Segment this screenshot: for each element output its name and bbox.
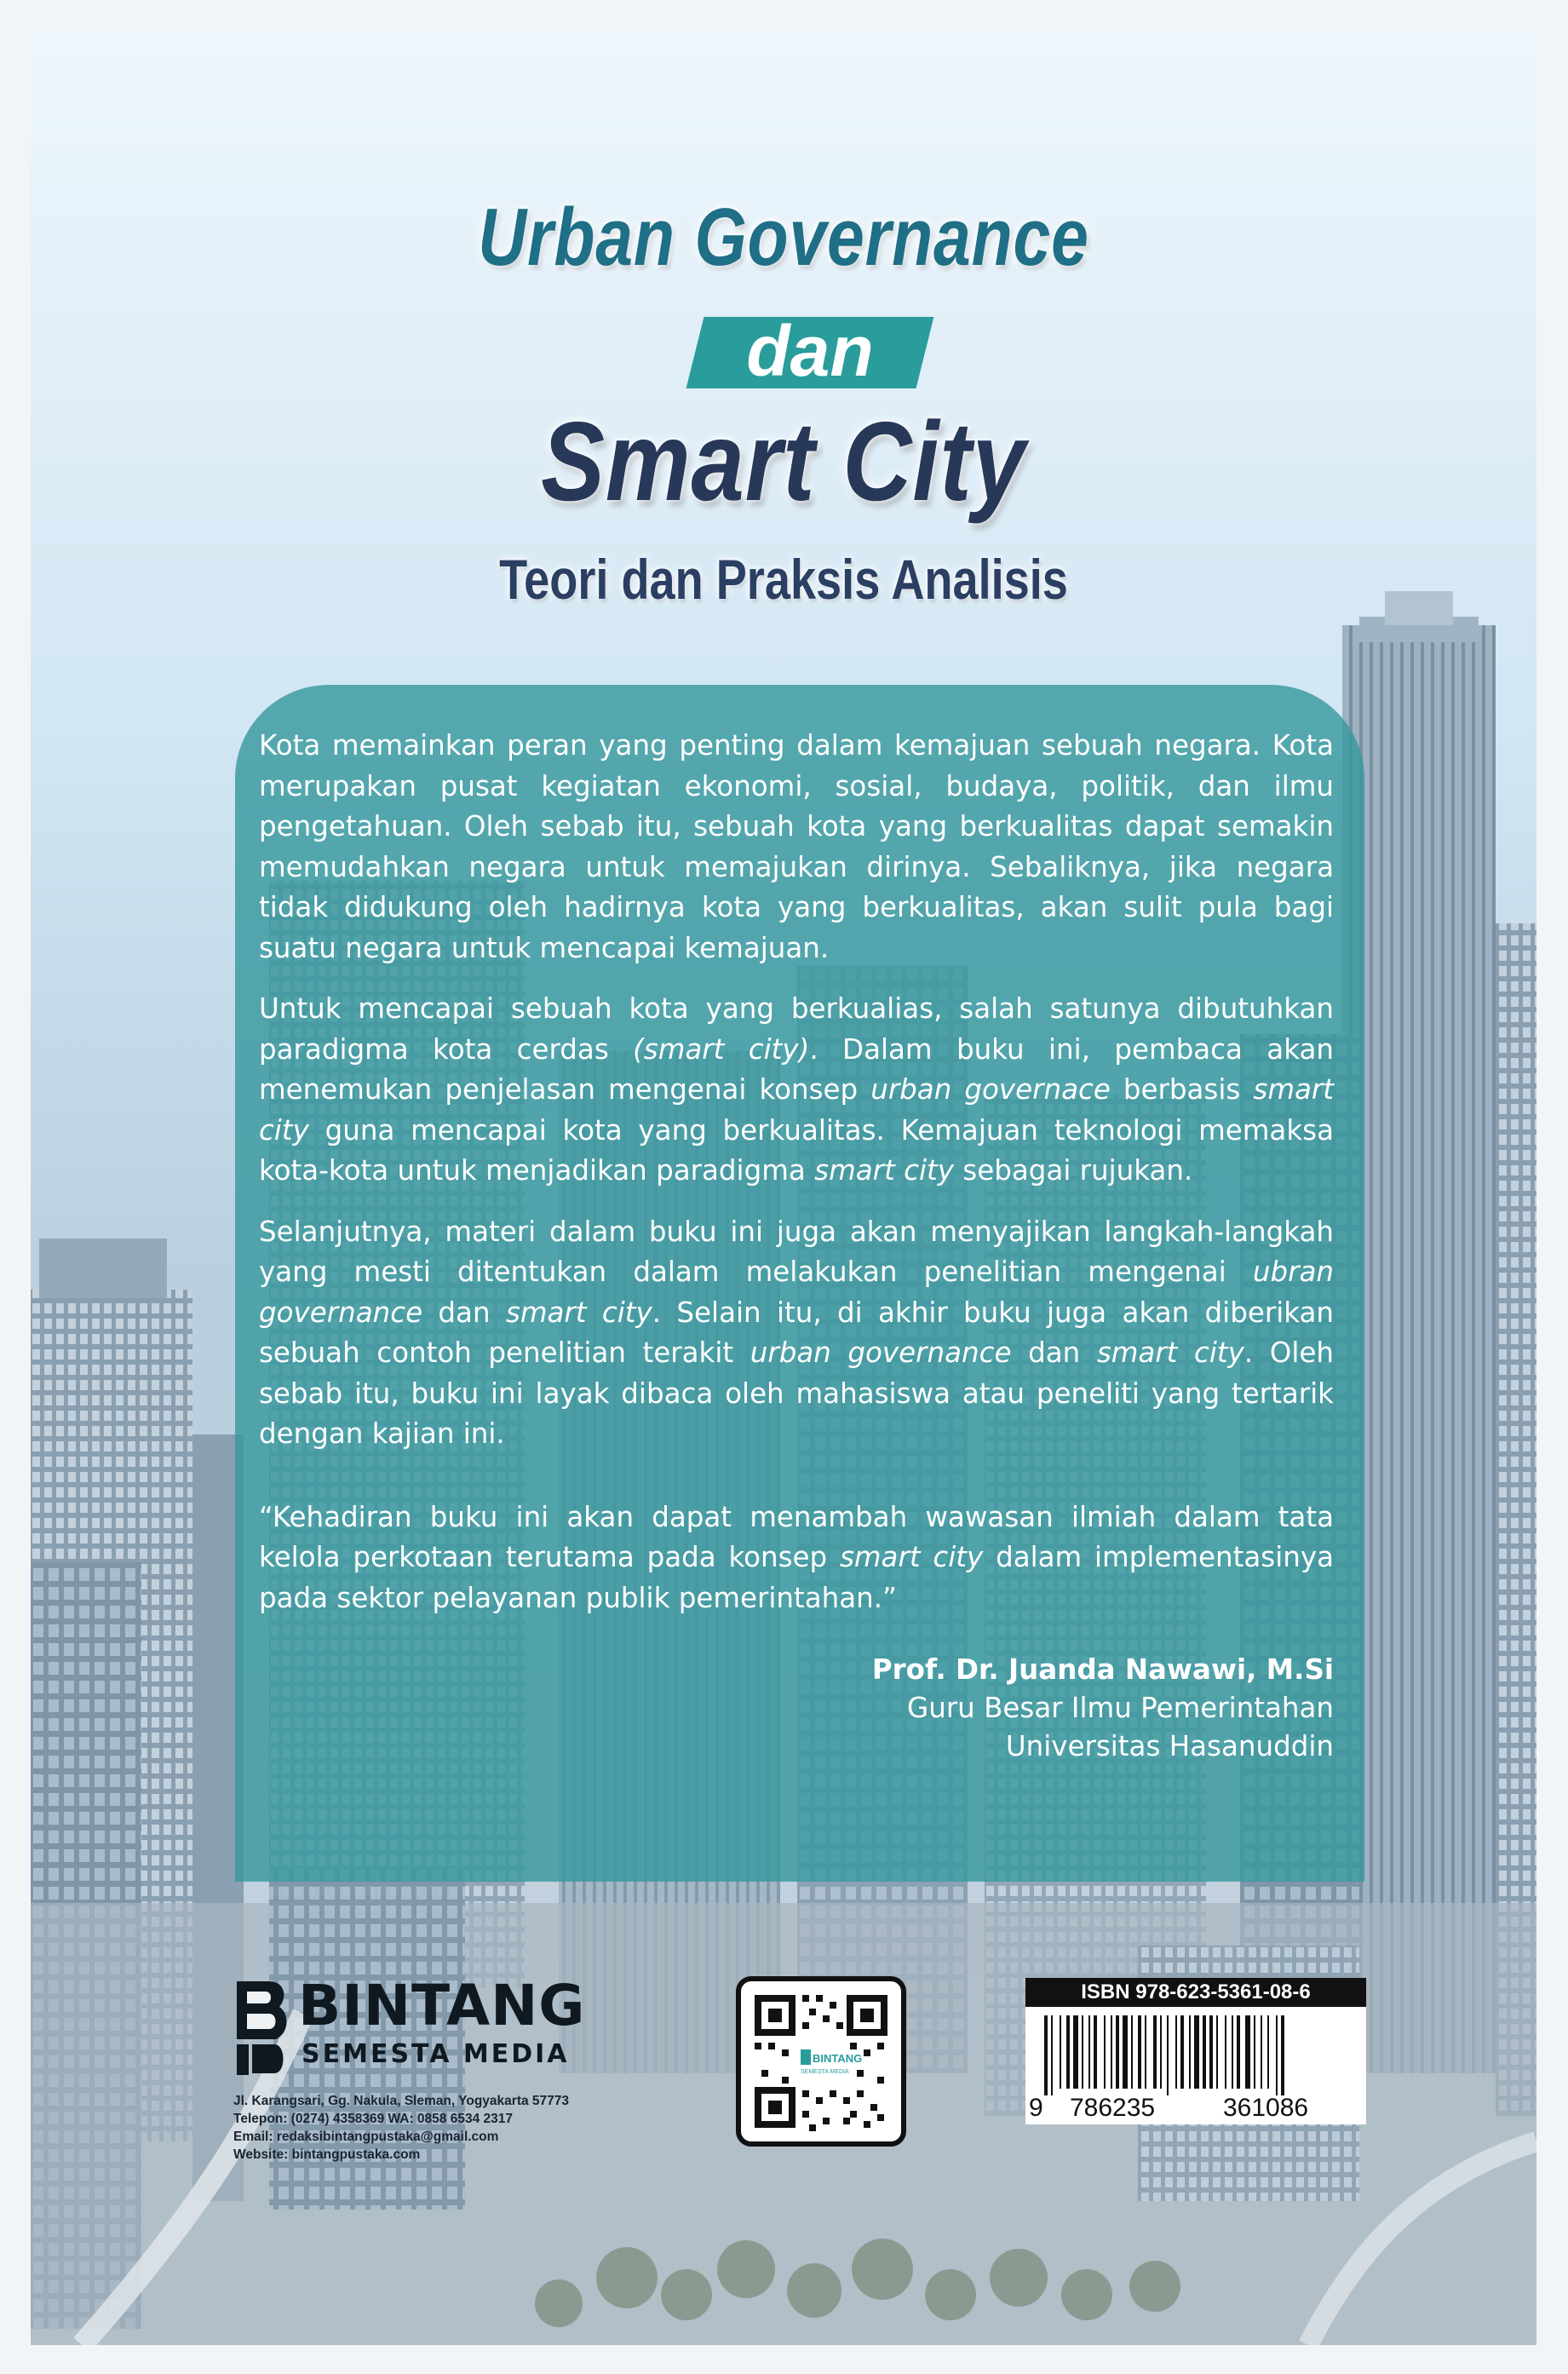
barcode-bar: [1104, 2015, 1106, 2089]
barcode-bar: [1082, 2015, 1083, 2089]
text-run: dan: [422, 1296, 506, 1329]
text-run: Untuk mencapai sebuah kota yang berkualias, salah satunya dibutuhkan paradigma kota cerdas: [259, 992, 1334, 1066]
barcode-bar: [1138, 2015, 1141, 2089]
publisher-website: Website: bintangpustaka.com: [233, 2147, 421, 2162]
barcode-bar: [1160, 2015, 1162, 2089]
italic-term: smart city: [1096, 1336, 1244, 1369]
synopsis-panel: [235, 685, 1364, 1882]
barcode-bar: [1254, 2015, 1255, 2089]
title-urban-governance: Urban Governance: [478, 192, 1089, 283]
italic-term: smart city: [259, 1073, 1335, 1147]
barcode-bar: [1267, 2015, 1269, 2089]
text-run: . Oleh sebab itu, buku ini layak dibaca oleh mahasiswa atau peneliti yang tertarik dengan kajian ini.: [259, 1336, 1335, 1450]
barcode-bar: [1261, 2015, 1262, 2089]
barcode-bar: [1281, 2015, 1284, 2095]
publisher-subname: SEMESTA MEDIA: [302, 2039, 570, 2069]
barcode-bar: [1189, 2015, 1191, 2089]
barcode-bar: [1209, 2015, 1213, 2089]
italic-term: urban governace: [870, 1073, 1111, 1106]
barcode-bar: [1203, 2015, 1206, 2089]
barcode-bar: [1044, 2015, 1048, 2095]
text-run: dalam implementasinya pada sektor pelayanan publik pemerintahan.”: [259, 1541, 1334, 1614]
barcode-bar: [1194, 2015, 1199, 2089]
barcode-bar: [1066, 2015, 1070, 2089]
barcode-bar: [1060, 2015, 1061, 2089]
barcode-bar: [1167, 2015, 1169, 2095]
text-run: guna mencapai kota yang berkualitas. Kemajuan teknologi memaksa kota-kota untuk menjadikan paradigma: [259, 1113, 1334, 1187]
barcode-bar: [1131, 2015, 1133, 2089]
text-run: dan: [1011, 1336, 1097, 1369]
barcode-bar: [1123, 2015, 1128, 2089]
text-run: “Kehadiran buku ini akan dapat menambah wawasan ilmiah dalam tata kelola perkotaan terutama pada konsep: [259, 1500, 1334, 1573]
barcode-icon: [1025, 2010, 1366, 2095]
barcode-bar: [1237, 2015, 1240, 2089]
italic-term: smart city: [839, 1541, 984, 1573]
endorser-affiliation: Universitas Hasanuddin: [1005, 1730, 1334, 1762]
title-smart-city: Smart City: [541, 399, 1026, 524]
publisher-contact: [233, 2092, 625, 2164]
publisher-name: BINTANG: [298, 1973, 586, 2038]
synopsis-paragraph-1: Kota memainkan peran yang penting dalam kemajuan sebuah negara. Kota merupakan pusat kegiatan ekonomi, sosial, budaya, politik, dan ilmu pengetahuan. Oleh sebab itu, sebuah kota yang berkualitas dapat semakin memudahkan negara untuk memajukan dirinya. Sebaliknya, jika negara tidak didukung oleh hadirnya kota yang berkualitas, akan sulit pula bagi suatu negara untuk mencapai kemajuan.: [259, 729, 1334, 964]
text-run: berbasis: [1110, 1073, 1254, 1106]
text-run: . Selain itu, di akhir buku juga akan diberikan sebuah contoh penelitian terakit: [259, 1296, 1334, 1369]
isbn-barcode: [1025, 1978, 1366, 2124]
barcode-bar: [1232, 2015, 1233, 2089]
barcode-bar: [1276, 2015, 1278, 2095]
italic-term: smart city: [814, 1154, 954, 1187]
text-run: . Dalam buku ini, pembaca akan menemukan penjelasan mengenai konsep: [259, 1032, 1334, 1106]
qr-code: [736, 1976, 906, 2147]
isbn-digits-right: 361086: [1223, 2094, 1309, 2122]
italic-term: (smart city): [633, 1032, 810, 1066]
book-back-cover: [31, 29, 1536, 2345]
barcode-bar: [1216, 2015, 1218, 2089]
italic-term: ubran governance: [259, 1256, 1334, 1329]
qr-brand: BINTANG: [813, 2052, 863, 2065]
barcode-bar: [1116, 2015, 1119, 2089]
italic-term: smart city: [505, 1296, 652, 1329]
endorser-name: Prof. Dr. Juanda Nawawi, M.Si: [871, 1653, 1334, 1686]
title-dan: dan: [746, 311, 874, 391]
text-run: sebagai rujukan.: [953, 1154, 1193, 1187]
endorsement-quote: [259, 1497, 1334, 1619]
isbn-digits: [1025, 2092, 1366, 2124]
synopsis-paragraph-3: [259, 1212, 1334, 1455]
publisher-phone: Telepon: (0274) 4358369 WA: 0858 6534 2317: [233, 2112, 513, 2126]
qr-code-icon: [741, 1981, 901, 2141]
subtitle: Teori dan Praksis Analisis: [499, 548, 1068, 611]
isbn-label: ISBN 978-623-5361-08-6: [1025, 1978, 1366, 2007]
publisher-logo-icon: [232, 1978, 291, 2078]
barcode-bar: [1180, 2015, 1184, 2089]
barcode-bar: [1073, 2015, 1078, 2089]
barcode-bar: [1175, 2015, 1177, 2089]
isbn-digit-prefix: 9: [1029, 2094, 1043, 2122]
publisher-address: Jl. Karangsari, Gg. Nakula, Sleman, Yogyakarta 57773: [233, 2094, 570, 2108]
endorser-title: Guru Besar Ilmu Pemerintahan: [907, 1692, 1334, 1724]
barcode-bar: [1153, 2015, 1157, 2089]
barcode-bar: [1094, 2015, 1097, 2089]
barcode-bar: [1225, 2015, 1226, 2089]
barcode-bar: [1111, 2015, 1112, 2089]
synopsis-paragraph-2: [259, 989, 1334, 1192]
publisher-email: Email: redaksibintangpustaka@gmail.com: [233, 2130, 499, 2144]
barcode-bar: [1088, 2015, 1090, 2089]
barcode-bar: [1051, 2015, 1053, 2095]
italic-term: urban governance: [750, 1336, 1012, 1369]
qr-brand-sub: SEMESTA MEDIA: [801, 2069, 849, 2075]
barcode-bar: [1145, 2015, 1146, 2089]
text-run: Selanjutnya, materi dalam buku ini juga akan menyajikan langkah-langkah yang mesti ditentukan dalam melakukan penelitian mengenai: [259, 1215, 1334, 1288]
isbn-digits-left: 786235: [1070, 2094, 1156, 2122]
barcode-bar: [1245, 2015, 1250, 2089]
endorser-signature: [259, 1651, 1334, 1766]
